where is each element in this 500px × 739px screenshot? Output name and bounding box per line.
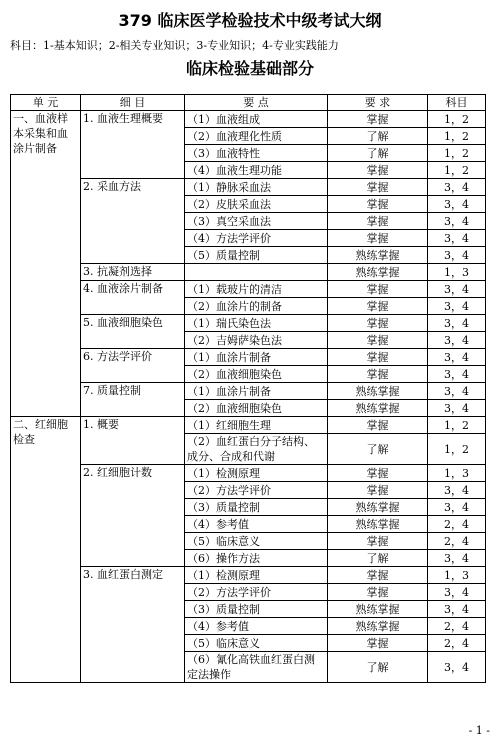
point-cell: （2）方法学评价 — [185, 482, 328, 499]
point-cell: （1）血涂片制备 — [185, 349, 328, 366]
header-item: 细 目 — [81, 95, 185, 111]
syllabus-table — [10, 94, 486, 683]
subject-cell: 1，2 — [428, 111, 486, 128]
subject-cell: 1，2 — [428, 162, 486, 179]
unit-cell: 一、血液样本采集和血涂片制备 — [11, 111, 81, 417]
requirement-cell: 了解 — [328, 550, 428, 567]
point-cell: （3）血液特性 — [185, 145, 328, 162]
item-cell: 5. 血液细胞染色 — [81, 315, 185, 349]
subject-cell: 3，4 — [428, 482, 486, 499]
requirement-cell: 掌握 — [328, 349, 428, 366]
requirement-cell: 熟练掌握 — [328, 499, 428, 516]
point-cell: （3）真空采血法 — [185, 213, 328, 230]
point-cell: （6）氰化高铁血红蛋白测定法操作 — [185, 652, 328, 683]
subjects-legend: 科目：1-基本知识；2-相关专业知识；3-专业知识；4-专业实践能力 — [10, 39, 339, 52]
table-header-row — [11, 95, 486, 111]
point-cell: （2）血红蛋白分子结构、成分、合成和代谢 — [185, 434, 328, 465]
requirement-cell: 了解 — [328, 145, 428, 162]
requirement-cell: 掌握 — [328, 635, 428, 652]
item-cell: 3. 血红蛋白测定 — [81, 567, 185, 683]
point-cell: （1）瑞氏染色法 — [185, 315, 328, 332]
requirement-cell: 掌握 — [328, 213, 428, 230]
subject-cell: 3，4 — [428, 499, 486, 516]
subject-cell: 3，4 — [428, 298, 486, 315]
point-cell: （5）质量控制 — [185, 247, 328, 264]
subject-cell: 3，4 — [428, 179, 486, 196]
header-subject: 科目 — [428, 95, 486, 111]
point-cell: （1）血涂片制备 — [185, 383, 328, 400]
requirement-cell: 了解 — [328, 434, 428, 465]
subject-cell: 1，2 — [428, 128, 486, 145]
point-cell: （5）临床意义 — [185, 533, 328, 550]
table-row — [11, 315, 486, 332]
subject-cell: 1，3 — [428, 264, 486, 281]
table-row — [11, 281, 486, 298]
subject-cell: 3，4 — [428, 366, 486, 383]
point-cell: （4）参考值 — [185, 618, 328, 635]
subject-cell: 3，4 — [428, 213, 486, 230]
requirement-cell: 掌握 — [328, 111, 428, 128]
point-cell: （1）载玻片的清洁 — [185, 281, 328, 298]
point-cell: （4）方法学评价 — [185, 230, 328, 247]
point-cell: （1）红细胞生理 — [185, 417, 328, 434]
item-cell: 1. 概要 — [81, 417, 185, 465]
subject-cell: 2，4 — [428, 635, 486, 652]
requirement-cell: 熟练掌握 — [328, 400, 428, 417]
subject-cell: 2，4 — [428, 533, 486, 550]
item-cell: 1. 血液生理概要 — [81, 111, 185, 179]
point-cell: （1）检测原理 — [185, 465, 328, 482]
requirement-cell: 掌握 — [328, 179, 428, 196]
point-cell — [185, 264, 328, 281]
table-body — [11, 111, 486, 683]
table-row — [11, 264, 486, 281]
table-row — [11, 465, 486, 482]
point-cell: （4）参考值 — [185, 516, 328, 533]
point-cell: （2）血液理化性质 — [185, 128, 328, 145]
requirement-cell: 掌握 — [328, 482, 428, 499]
requirement-cell: 熟练掌握 — [328, 383, 428, 400]
item-cell: 2. 红细胞计数 — [81, 465, 185, 567]
subject-cell: 1，2 — [428, 434, 486, 465]
subject-cell: 3，4 — [428, 281, 486, 298]
point-cell: （2）皮肤采血法 — [185, 196, 328, 213]
subject-cell: 3，4 — [428, 400, 486, 417]
requirement-cell: 熟练掌握 — [328, 601, 428, 618]
subject-cell: 3，4 — [428, 315, 486, 332]
requirement-cell: 掌握 — [328, 465, 428, 482]
requirement-cell: 熟练掌握 — [328, 618, 428, 635]
subject-cell: 2，4 — [428, 516, 486, 533]
requirement-cell: 掌握 — [328, 584, 428, 601]
subject-cell: 3，4 — [428, 550, 486, 567]
subject-cell: 3，4 — [428, 230, 486, 247]
requirement-cell: 熟练掌握 — [328, 516, 428, 533]
table-row — [11, 383, 486, 400]
requirement-cell: 熟练掌握 — [328, 247, 428, 264]
item-cell: 7. 质量控制 — [81, 383, 185, 417]
table-row — [11, 349, 486, 366]
subject-cell: 3，4 — [428, 584, 486, 601]
header-unit: 单 元 — [11, 95, 81, 111]
subject-cell: 3，4 — [428, 247, 486, 264]
point-cell: （2）吉姆萨染色法 — [185, 332, 328, 349]
subject-cell: 1，2 — [428, 145, 486, 162]
unit-cell: 二、红细胞检查 — [11, 417, 81, 683]
point-cell: （3）质量控制 — [185, 601, 328, 618]
requirement-cell: 了解 — [328, 128, 428, 145]
requirement-cell: 掌握 — [328, 332, 428, 349]
header-requirement: 要 求 — [328, 95, 428, 111]
requirement-cell: 掌握 — [328, 281, 428, 298]
table-row — [11, 417, 486, 434]
requirement-cell: 掌握 — [328, 162, 428, 179]
requirement-cell: 掌握 — [328, 315, 428, 332]
requirement-cell: 熟练掌握 — [328, 264, 428, 281]
item-cell: 6. 方法学评价 — [81, 349, 185, 383]
point-cell: （2）方法学评价 — [185, 584, 328, 601]
point-cell: （1）静脉采血法 — [185, 179, 328, 196]
subject-cell: 1，2 — [428, 417, 486, 434]
header-point: 要 点 — [185, 95, 328, 111]
table-row — [11, 567, 486, 584]
item-cell: 2. 采血方法 — [81, 179, 185, 264]
point-cell: （5）临床意义 — [185, 635, 328, 652]
item-cell: 3. 抗凝剂选择 — [81, 264, 185, 281]
requirement-cell: 掌握 — [328, 230, 428, 247]
subject-cell: 3，4 — [428, 652, 486, 683]
subject-cell: 3，4 — [428, 332, 486, 349]
subject-cell: 1，3 — [428, 567, 486, 584]
table-row — [11, 111, 486, 128]
section-title: 临床检验基础部分 — [185, 59, 314, 78]
subject-cell: 1，3 — [428, 465, 486, 482]
point-cell: （6）操作方法 — [185, 550, 328, 567]
document-title: 379 临床医学检验技术中级考试大纲 — [118, 11, 382, 30]
point-cell: （2）血液细胞染色 — [185, 400, 328, 417]
point-cell: （2）血液细胞染色 — [185, 366, 328, 383]
subject-cell: 3，4 — [428, 349, 486, 366]
page-number: - 1 - — [468, 724, 490, 737]
subject-cell: 3，4 — [428, 601, 486, 618]
requirement-cell: 掌握 — [328, 567, 428, 584]
requirement-cell: 掌握 — [328, 417, 428, 434]
requirement-cell: 掌握 — [328, 366, 428, 383]
point-cell: （3）质量控制 — [185, 499, 328, 516]
point-cell: （2）血涂片的制备 — [185, 298, 328, 315]
requirement-cell: 掌握 — [328, 298, 428, 315]
subject-cell: 3，4 — [428, 196, 486, 213]
point-cell: （4）血液生理功能 — [185, 162, 328, 179]
item-cell: 4. 血液涂片制备 — [81, 281, 185, 315]
point-cell: （1）检测原理 — [185, 567, 328, 584]
requirement-cell: 掌握 — [328, 196, 428, 213]
subject-cell: 2，4 — [428, 618, 486, 635]
subject-cell: 3，4 — [428, 383, 486, 400]
point-cell: （1）血液组成 — [185, 111, 328, 128]
table-row — [11, 179, 486, 196]
requirement-cell: 了解 — [328, 652, 428, 683]
requirement-cell: 掌握 — [328, 533, 428, 550]
